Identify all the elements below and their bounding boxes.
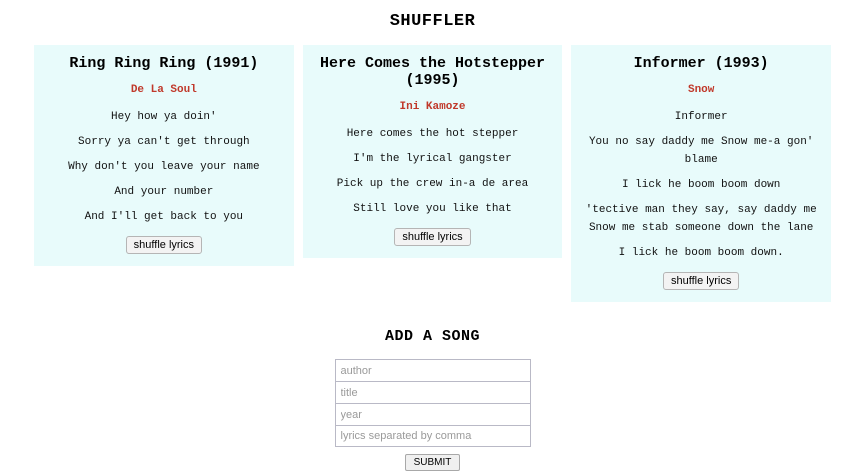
song-title: Here Comes the Hotstepper (1995) — [319, 55, 546, 89]
shuffle-lyrics-button[interactable]: shuffle lyrics — [126, 236, 202, 254]
submit-button[interactable]: SUBMIT — [405, 454, 461, 471]
song-title: Ring Ring Ring (1991) — [69, 55, 259, 72]
add-song-form — [335, 359, 531, 471]
lyric-line: Hey how ya doin' — [111, 111, 217, 123]
lyrics-input[interactable] — [335, 425, 531, 447]
lyric-line: You no say daddy me Snow me-a gon' blame — [588, 136, 814, 166]
lyric-line: I lick he boom boom down — [621, 179, 781, 191]
song-card — [571, 45, 831, 302]
song-card — [34, 45, 294, 266]
submit-row — [335, 452, 531, 471]
lyric-line: Here comes the hot stepper — [346, 128, 519, 140]
song-artist: Ini Kamoze — [399, 101, 466, 113]
lyric-line: And your number — [114, 186, 214, 198]
year-input[interactable] — [335, 403, 531, 425]
song-artist: Snow — [687, 84, 715, 96]
song-artist: De La Soul — [130, 84, 197, 96]
lyric-line: Informer — [674, 111, 728, 123]
lyric-line: I lick he boom boom down. — [618, 247, 784, 259]
lyric-line: I'm the lyrical gangster — [353, 153, 512, 165]
page-title: SHUFFLER — [389, 12, 476, 31]
song-card — [303, 45, 563, 258]
lyric-line: Pick up the crew in-a de area — [336, 178, 529, 190]
shuffle-lyrics-button[interactable]: shuffle lyrics — [394, 228, 470, 246]
lyric-line: And I'll get back to you — [84, 211, 244, 223]
shuffle-lyrics-button[interactable]: shuffle lyrics — [663, 272, 739, 290]
author-input[interactable] — [335, 359, 531, 381]
lyric-line: 'tective man they say, say daddy me Snow me stab someone down the lane — [585, 204, 817, 234]
lyric-line: Still love you like that — [353, 203, 512, 215]
song-card-list — [0, 45, 865, 302]
song-title: Informer (1993) — [633, 55, 769, 72]
add-song-heading: ADD A SONG — [384, 328, 480, 345]
lyric-line: Sorry ya can't get through — [78, 136, 250, 148]
lyric-line: Why don't you leave your name — [68, 161, 260, 173]
